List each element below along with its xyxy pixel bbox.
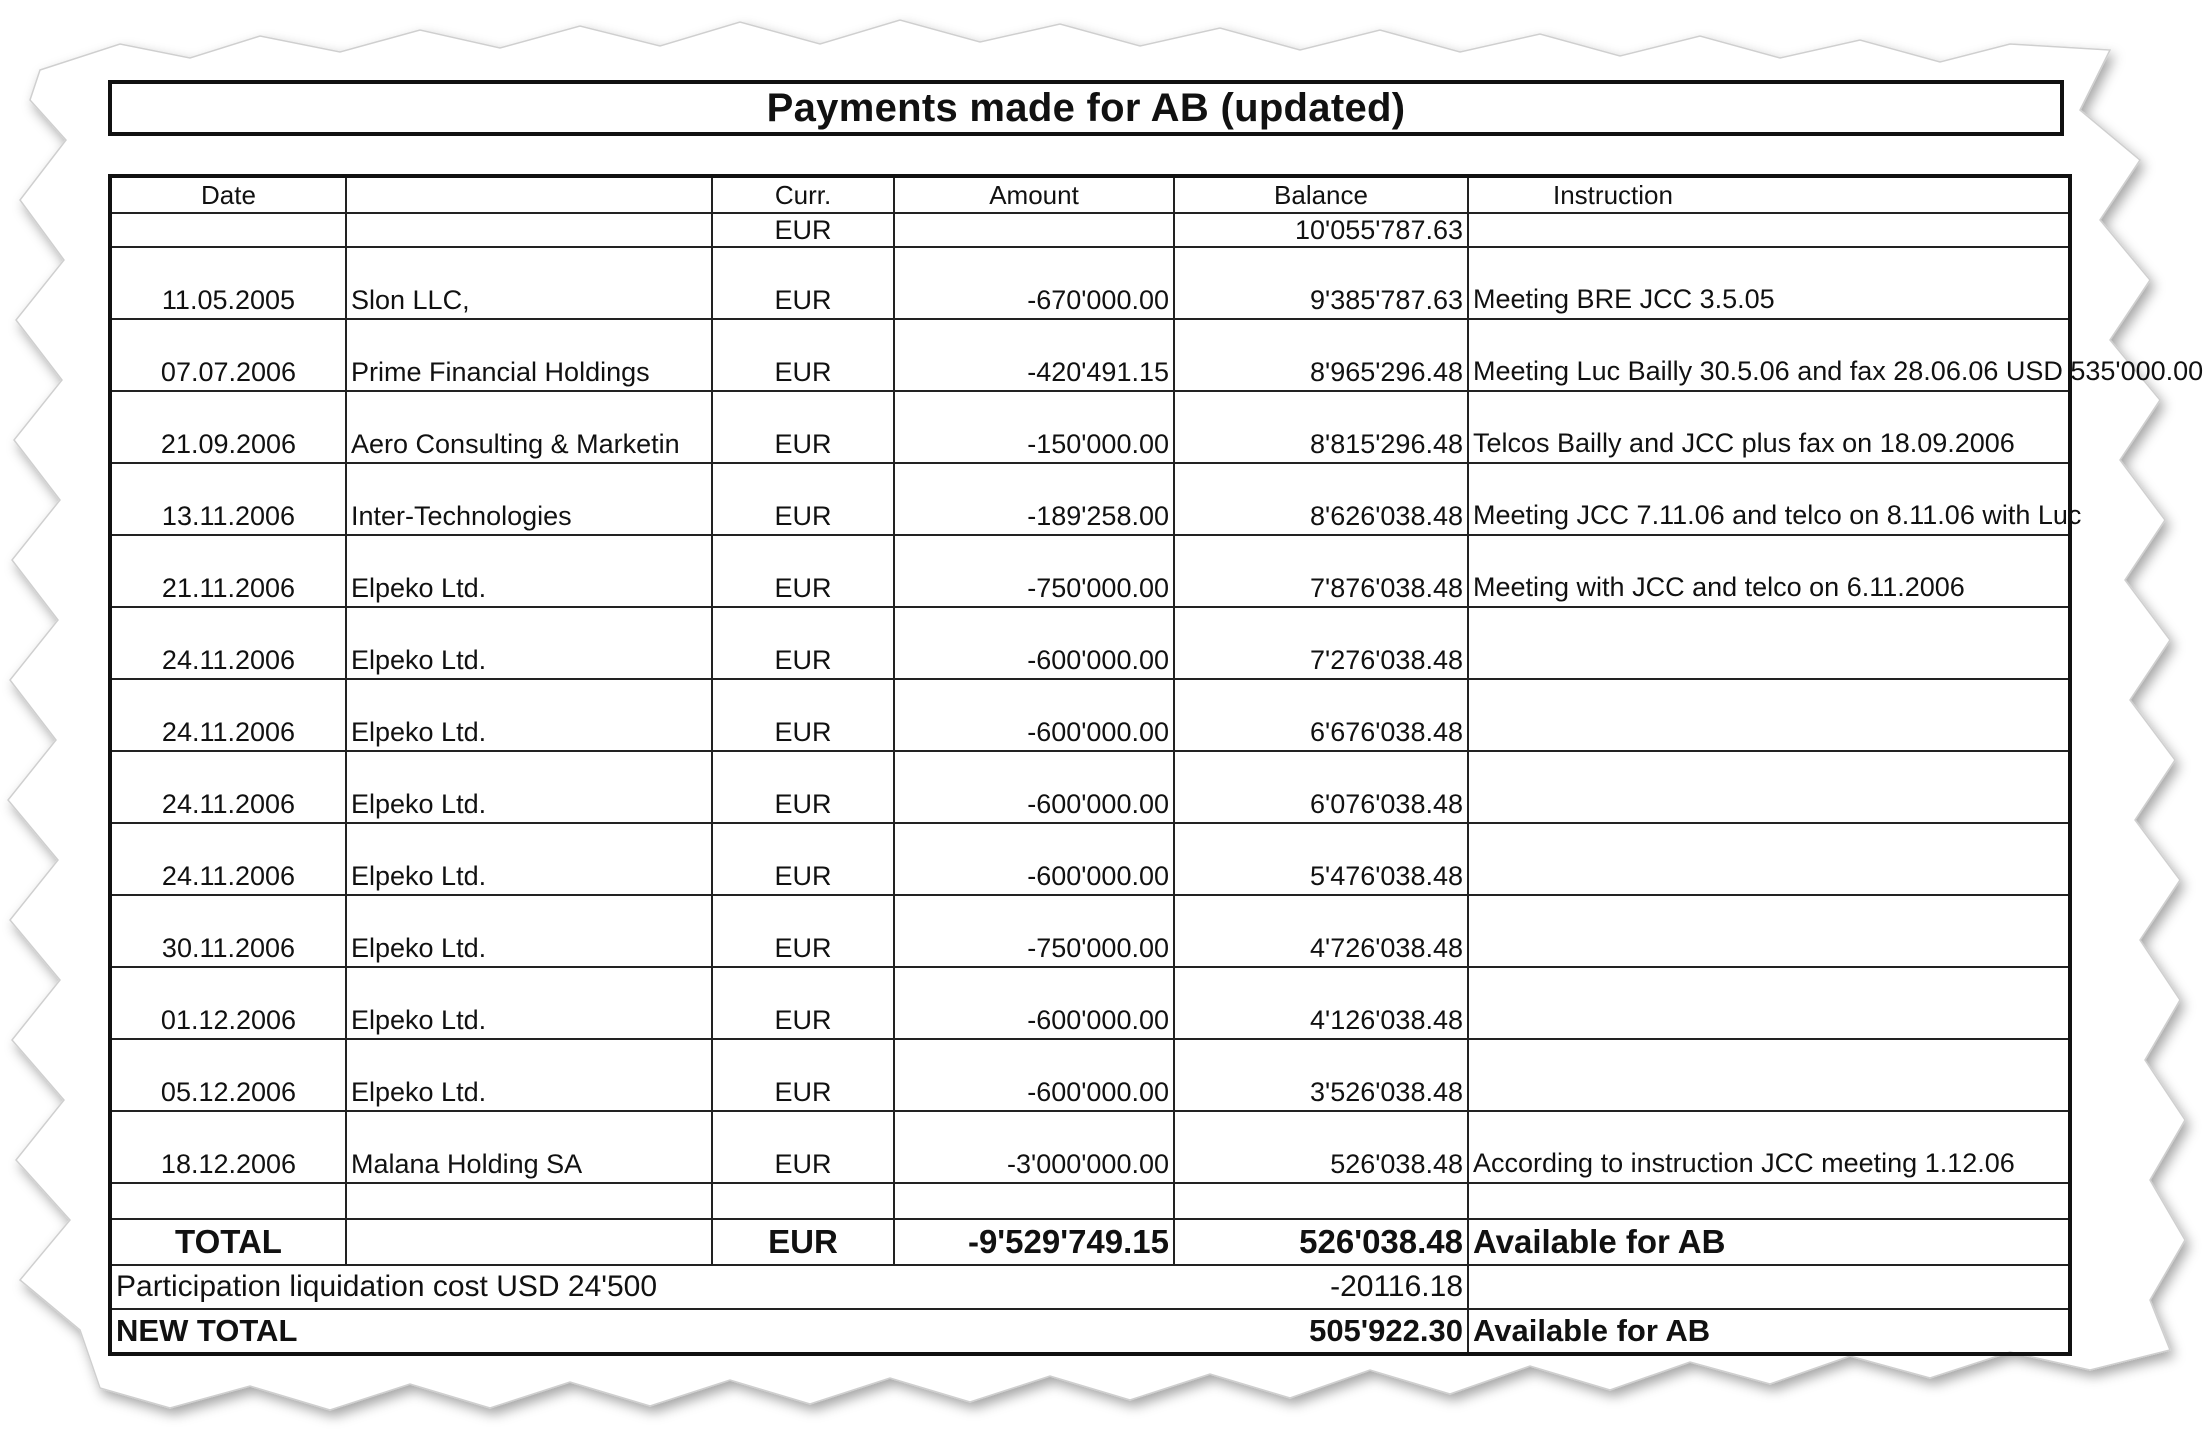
total-label: TOTAL [110,1219,346,1265]
row-balance: 7'876'038.48 [1174,535,1468,607]
row-payee: Aero Consulting & Marketin [346,391,712,463]
opening-payee [346,213,712,247]
row-instruction [1468,679,2070,751]
payments-table [108,174,2203,1356]
row-payee: Prime Financial Holdings [346,319,712,391]
total-row [110,1219,2070,1265]
row-currency: EUR [712,823,894,895]
row-amount: -150'000.00 [894,391,1174,463]
total-balance: 526'038.48 [1174,1219,1468,1265]
table-row [110,535,2070,607]
row-currency: EUR [712,679,894,751]
row-date: 24.11.2006 [110,607,346,679]
participation-label: Participation liquidation cost USD 24'500 [110,1265,1174,1309]
opening-currency: EUR [712,213,894,247]
row-instruction [1468,607,2070,679]
row-balance: 9'385'787.63 [1174,247,1468,319]
row-instruction [1468,967,2070,1039]
table-row [110,679,2070,751]
row-payee: Elpeko Ltd. [346,823,712,895]
row-currency: EUR [712,319,894,391]
row-instruction: Telcos Bailly and JCC plus fax on 18.09.2006 [1468,391,2070,463]
row-amount: -750'000.00 [894,535,1174,607]
total-amount: -9'529'749.15 [894,1219,1174,1265]
row-balance: 8'815'296.48 [1174,391,1468,463]
row-instruction [1468,823,2070,895]
row-currency: EUR [712,247,894,319]
row-instruction: Meeting JCC 7.11.06 and telco on 8.11.06 with Luc [1468,463,2070,535]
row-currency: EUR [712,535,894,607]
spacer-cell [110,1183,346,1219]
row-payee: Elpeko Ltd. [346,1039,712,1111]
row-balance: 3'526'038.48 [1174,1039,1468,1111]
opening-amount [894,213,1174,247]
table-row [110,391,2070,463]
row-balance: 6'076'038.48 [1174,751,1468,823]
header-date: Date [110,176,346,213]
row-balance: 526'038.48 [1174,1111,1468,1183]
row-currency: EUR [712,607,894,679]
row-currency: EUR [712,1111,894,1183]
opening-balance-row [110,213,2070,247]
row-date: 24.11.2006 [110,751,346,823]
row-amount: -600'000.00 [894,823,1174,895]
row-amount: -420'491.15 [894,319,1174,391]
header-balance: Balance [1174,176,1468,213]
row-balance: 8'965'296.48 [1174,319,1468,391]
row-payee: Slon LLC, [346,247,712,319]
row-amount: -600'000.00 [894,751,1174,823]
table-row [110,463,2070,535]
total-note: Available for AB [1468,1219,2070,1265]
row-instruction: Meeting with JCC and telco on 6.11.2006 [1468,535,2070,607]
blank-spacer-row [110,1183,2070,1219]
row-currency: EUR [712,895,894,967]
row-date: 21.09.2006 [110,391,346,463]
row-currency: EUR [712,1039,894,1111]
opening-instruction [1468,213,2070,247]
row-payee: Elpeko Ltd. [346,895,712,967]
row-payee: Elpeko Ltd. [346,535,712,607]
document-title: Payments made for AB (updated) [108,80,2064,136]
row-payee: Elpeko Ltd. [346,607,712,679]
header-currency: Curr. [712,176,894,213]
spacer-cell [1468,1183,2070,1219]
row-balance: 6'676'038.48 [1174,679,1468,751]
opening-date [110,213,346,247]
row-instruction: Meeting Luc Bailly 30.5.06 and fax 28.06.06 USD 535'000.00 [1468,319,2070,391]
row-payee: Inter-Technologies [346,463,712,535]
row-amount: -189'258.00 [894,463,1174,535]
row-instruction: Meeting BRE JCC 3.5.05 [1468,247,2070,319]
row-date: 18.12.2006 [110,1111,346,1183]
row-date: 11.05.2005 [110,247,346,319]
new-total-row [110,1309,2070,1354]
total-currency: EUR [712,1219,894,1265]
row-amount: -670'000.00 [894,247,1174,319]
row-date: 01.12.2006 [110,967,346,1039]
row-balance: 8'626'038.48 [1174,463,1468,535]
participation-row [110,1265,2070,1309]
table-row [110,607,2070,679]
row-amount: -600'000.00 [894,679,1174,751]
row-date: 30.11.2006 [110,895,346,967]
row-balance: 4'126'038.48 [1174,967,1468,1039]
table-row [110,895,2070,967]
spacer-cell [1174,1183,1468,1219]
row-balance: 5'476'038.48 [1174,823,1468,895]
opening-balance: 10'055'787.63 [1174,213,1468,247]
header-instruction: Instruction [1468,176,2070,213]
participation-note [1468,1265,2070,1309]
header-payee [346,176,712,213]
row-payee: Elpeko Ltd. [346,751,712,823]
row-payee: Elpeko Ltd. [346,679,712,751]
row-instruction: According to instruction JCC meeting 1.12.06 [1468,1111,2070,1183]
new-total-balance: 505'922.30 [1174,1309,1468,1354]
row-instruction [1468,895,2070,967]
row-date: 07.07.2006 [110,319,346,391]
table-row [110,247,2070,319]
table-row [110,319,2070,391]
row-date: 24.11.2006 [110,679,346,751]
row-currency: EUR [712,463,894,535]
row-balance: 7'276'038.48 [1174,607,1468,679]
row-amount: -750'000.00 [894,895,1174,967]
new-total-note: Available for AB [1468,1309,2070,1354]
new-total-label: NEW TOTAL [110,1309,1174,1354]
row-currency: EUR [712,967,894,1039]
row-date: 24.11.2006 [110,823,346,895]
row-amount: -600'000.00 [894,1039,1174,1111]
participation-balance: -20116.18 [1174,1265,1468,1309]
row-instruction [1468,751,2070,823]
total-payee [346,1219,712,1265]
header-amount: Amount [894,176,1174,213]
table-row [110,823,2070,895]
row-amount: -600'000.00 [894,967,1174,1039]
row-amount: -600'000.00 [894,607,1174,679]
row-currency: EUR [712,751,894,823]
row-payee: Malana Holding SA [346,1111,712,1183]
table-row [110,751,2070,823]
row-balance: 4'726'038.48 [1174,895,1468,967]
row-currency: EUR [712,391,894,463]
table-row [110,967,2070,1039]
spacer-cell [712,1183,894,1219]
table-row [110,1039,2070,1111]
spacer-cell [346,1183,712,1219]
payments-document [108,80,2203,1348]
row-date: 21.11.2006 [110,535,346,607]
spacer-cell [894,1183,1174,1219]
table-header-row [110,176,2070,213]
table-row [110,1111,2070,1183]
row-payee: Elpeko Ltd. [346,967,712,1039]
row-date: 13.11.2006 [110,463,346,535]
row-date: 05.12.2006 [110,1039,346,1111]
row-amount: -3'000'000.00 [894,1111,1174,1183]
row-instruction [1468,1039,2070,1111]
